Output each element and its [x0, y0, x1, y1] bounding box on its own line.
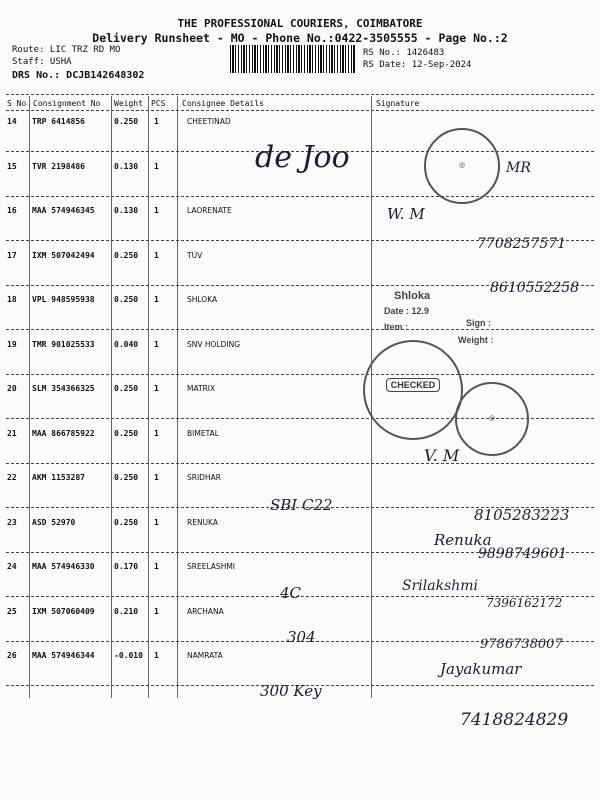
consignee-cell: CHEETINAD	[187, 117, 231, 126]
handwriting: 7418824829	[460, 710, 569, 730]
consignee-cell: SHLOKA	[187, 295, 218, 304]
handwriting: 9898749601	[478, 546, 568, 562]
staff-text: Staff: USHA	[12, 57, 72, 67]
pcs-cell: 1	[154, 518, 159, 527]
round-stamp: ◎	[424, 128, 500, 204]
pcs-cell: 1	[154, 117, 159, 126]
col-header-pcs: PCS	[151, 99, 166, 108]
handwriting: Jayakumar	[440, 660, 522, 678]
handwriting: 7396162172	[486, 596, 563, 610]
column-divider	[177, 96, 178, 698]
pcs-cell: 1	[154, 607, 159, 616]
weight-cell: 0.130	[114, 162, 139, 171]
weight-cell: 0.250	[114, 518, 139, 527]
sno-cell: 21	[7, 429, 17, 438]
table-top-rule	[6, 94, 594, 95]
company-title: THE PROFESSIONAL COURIERS, COIMBATORE	[177, 17, 423, 30]
consignment-cell: IXM 507042494	[32, 251, 95, 260]
consignment-cell: MAA 574946344	[32, 651, 95, 660]
consignee-cell: ARCHANA	[187, 607, 224, 616]
consignment-cell: ASD 52970	[32, 518, 76, 527]
pcs-cell: 1	[154, 384, 159, 393]
consignee-cell: MATRIX	[187, 384, 216, 393]
sno-cell: 22	[7, 473, 17, 482]
consignee-cell: SRIDHAR	[187, 473, 221, 482]
consignee-cell: SREELASHMI	[187, 562, 236, 571]
drs-number: DRS No.: DCJB142648302	[12, 70, 145, 81]
runsheet-subtitle: Delivery Runsheet - MO - Phone No.:0422-3505555 - Page No.:2	[92, 31, 508, 45]
weight-cell: 0.040	[114, 340, 139, 349]
sno-cell: 14	[7, 117, 17, 126]
weight-cell: 0.250	[114, 429, 139, 438]
column-divider	[148, 96, 149, 698]
sno-cell: 16	[7, 206, 17, 215]
col-header-consignment: Consignment No	[33, 99, 101, 108]
weight-cell: 0.130	[114, 206, 139, 215]
rs-number: RS No.: 1426483	[363, 48, 445, 58]
weight-cell: 0.250	[114, 295, 139, 304]
sno-cell: 23	[7, 518, 17, 527]
route-text: Route: LIC TRZ RD MO	[12, 45, 121, 55]
handwriting: SBI C22	[270, 496, 333, 514]
weight-cell: 0.250	[114, 251, 139, 260]
consignment-cell: MAA 574946345	[32, 206, 95, 215]
col-header-consignee: Consignee Details	[182, 99, 264, 108]
shloka-sign: Sign :	[466, 318, 491, 328]
sno-cell: 19	[7, 340, 17, 349]
consignment-cell: TRP 6414856	[32, 117, 85, 126]
weight-cell: 0.250	[114, 117, 139, 126]
handwriting: 300 Key	[260, 682, 322, 700]
handwriting: V. M	[424, 446, 460, 465]
pcs-cell: 1	[154, 340, 159, 349]
handwriting: Srilakshmi	[402, 578, 479, 594]
consignment-cell: VPL 948595938	[32, 295, 95, 304]
handwriting: MR	[506, 160, 531, 176]
col-header-weight: Weight	[114, 99, 143, 108]
handwriting: 304	[287, 628, 316, 646]
sno-cell: 25	[7, 607, 17, 616]
handwriting: de Joo	[255, 140, 350, 175]
consignment-cell: AKM 1153287	[32, 473, 85, 482]
weight-cell: 0.250	[114, 384, 139, 393]
sno-cell: 15	[7, 162, 17, 171]
checked-label: CHECKED	[386, 378, 441, 392]
shloka-date: Date : 12.9	[384, 306, 430, 316]
pcs-cell: 1	[154, 562, 159, 571]
consignee-cell: LAORENATE	[187, 206, 232, 215]
sno-cell: 26	[7, 651, 17, 660]
weight-cell: 0.210	[114, 607, 139, 616]
handwriting: 9786738007	[480, 637, 563, 652]
handwriting: W. M	[387, 205, 425, 223]
column-divider	[29, 96, 30, 698]
handwriting: 8610552258	[490, 280, 580, 296]
consignee-cell: TUV	[187, 251, 203, 260]
consignment-cell: TMR 901025533	[32, 340, 95, 349]
consignment-cell: MAA 866785922	[32, 429, 95, 438]
consignment-cell: IXM 507060409	[32, 607, 95, 616]
row-divider	[6, 196, 594, 197]
consignment-cell: SLM 354366325	[32, 384, 95, 393]
barcode	[230, 45, 355, 73]
shloka-weight: Weight :	[458, 335, 494, 345]
checked-seal-stamp	[363, 340, 463, 440]
row-divider	[6, 374, 594, 375]
handwriting: 7708257571	[477, 236, 567, 252]
weight-cell: 0.250	[114, 473, 139, 482]
weight-cell: 0.170	[114, 562, 139, 571]
weight-cell: -0.010	[114, 651, 143, 660]
rs-date: RS Date: 12-Sep-2024	[363, 60, 472, 70]
pcs-cell: 1	[154, 651, 159, 660]
pcs-cell: 1	[154, 295, 159, 304]
sno-cell: 18	[7, 295, 17, 304]
consignee-cell: SNV HOLDING	[187, 340, 241, 349]
handwriting: 4C	[280, 584, 302, 602]
shloka-item: Item :	[384, 322, 409, 332]
column-divider	[111, 96, 112, 698]
consignee-cell: RENUKA	[187, 518, 218, 527]
consignee-cell: BIMETAL	[187, 429, 219, 438]
round-stamp: ◎	[455, 382, 529, 456]
shloka-brand: Shloka	[394, 290, 431, 302]
row-divider	[6, 463, 594, 464]
pcs-cell: 1	[154, 206, 159, 215]
pcs-cell: 1	[154, 473, 159, 482]
col-header-sno: S No	[7, 99, 27, 108]
pcs-cell: 1	[154, 251, 159, 260]
handwriting: Renuka	[434, 531, 492, 549]
pcs-cell: 1	[154, 162, 159, 171]
consignment-cell: MAA 574946330	[32, 562, 95, 571]
header-rule	[6, 110, 594, 111]
col-header-signature: Signature	[376, 99, 420, 108]
consignee-cell: NAMRATA	[187, 651, 223, 660]
sno-cell: 24	[7, 562, 17, 571]
sno-cell: 20	[7, 384, 17, 393]
pcs-cell: 1	[154, 429, 159, 438]
sno-cell: 17	[7, 251, 17, 260]
handwriting: 8105283223	[474, 506, 570, 524]
consignment-cell: TVR 2198486	[32, 162, 85, 171]
